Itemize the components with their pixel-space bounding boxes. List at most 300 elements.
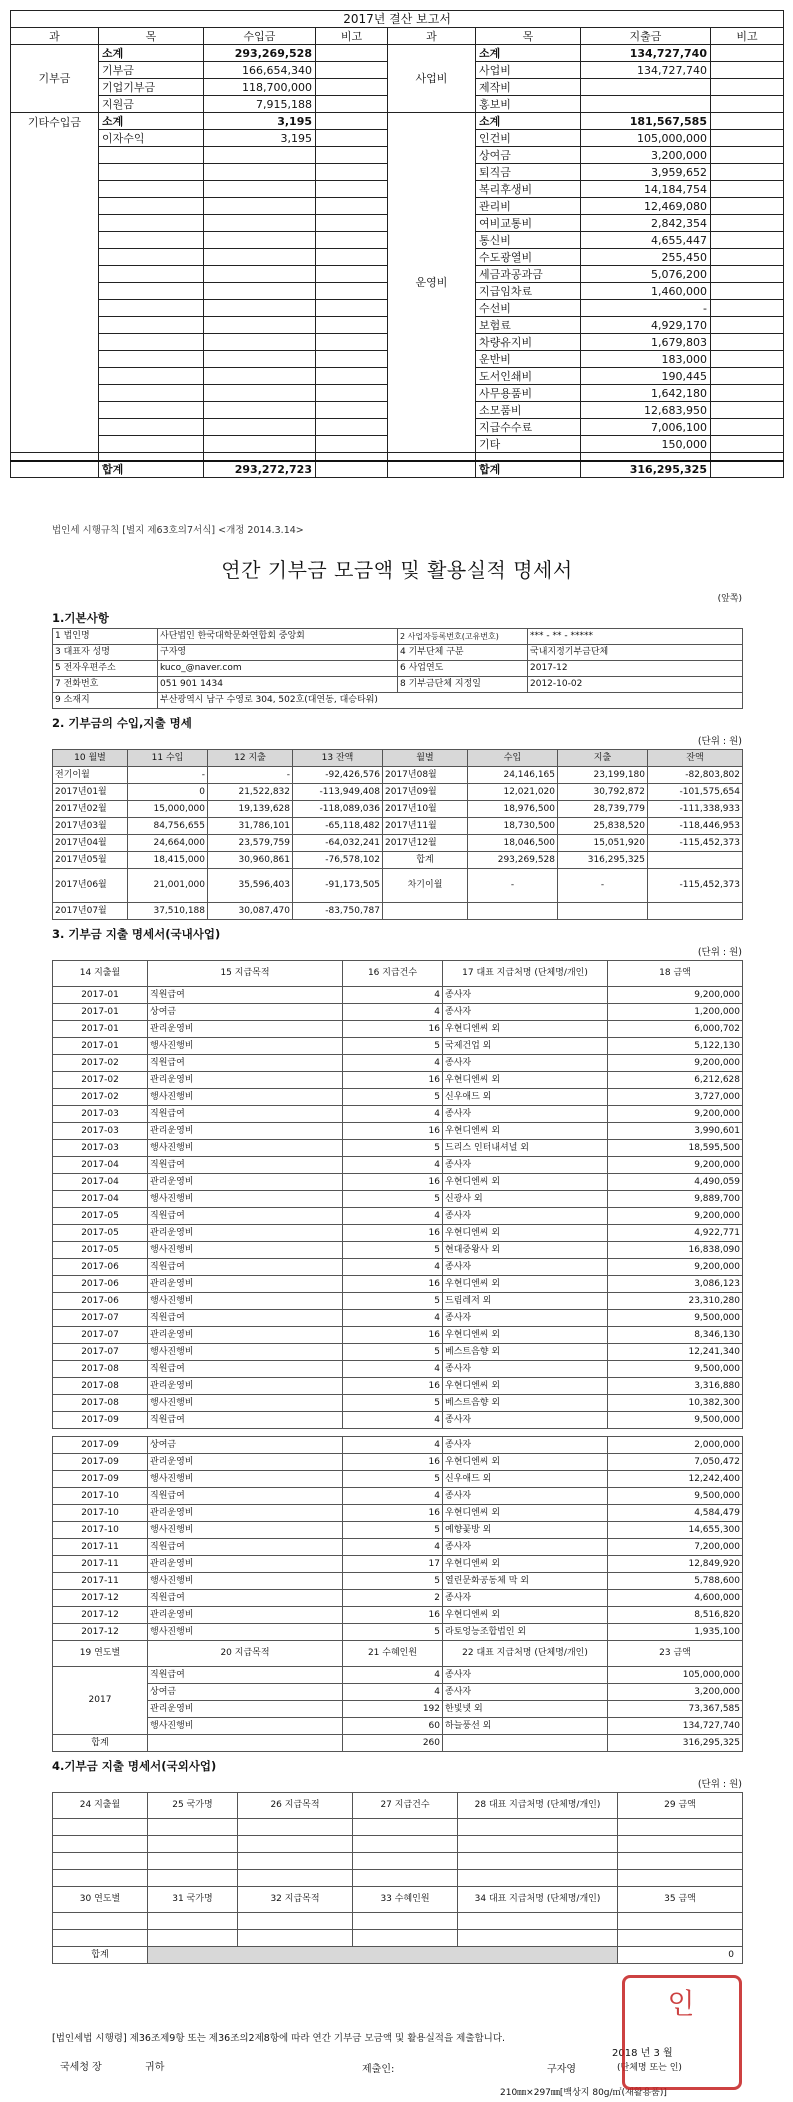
cell: -64,032,241 xyxy=(293,835,383,852)
cell: 5,788,600 xyxy=(608,1573,743,1590)
cell: 2017-01 xyxy=(53,1004,148,1021)
cell: 2017-12 xyxy=(528,661,743,677)
empty-cell xyxy=(99,300,204,317)
empty-cell xyxy=(99,351,204,368)
cell: 우현디엔씨 외 xyxy=(443,1607,608,1624)
empty-cell xyxy=(99,436,204,453)
cell: 2017-03 xyxy=(53,1123,148,1140)
cell: 행사진행비 xyxy=(148,1293,343,1310)
cell: 16 xyxy=(343,1378,443,1395)
cell: 우현디엔씨 외 xyxy=(443,1225,608,1242)
empty-cell xyxy=(383,903,468,920)
empty-cell xyxy=(316,181,388,198)
monthly-row xyxy=(53,903,743,920)
cell: 제작비 xyxy=(476,79,581,96)
cell: -101,575,654 xyxy=(648,784,743,801)
address-value: 부산광역시 남구 수영로 304, 502호(대연동, 대승타워) xyxy=(158,693,743,709)
cell: 19,139,628 xyxy=(208,801,293,818)
cell: 기부금 xyxy=(99,62,204,79)
cell: 9,500,000 xyxy=(608,1361,743,1378)
cell: 국내지정기부금단체 xyxy=(528,645,743,661)
header-cell: 12 지출 xyxy=(208,750,293,767)
domestic-row xyxy=(53,1021,743,1038)
cell: 수도광열비 xyxy=(476,249,581,266)
cell: 1,642,180 xyxy=(581,385,711,402)
header-cell: 28 대표 지급처명 (단체명/개인) xyxy=(458,1793,618,1819)
domestic-row xyxy=(53,1327,743,1344)
summary-year: 2017 xyxy=(53,1667,148,1735)
empty-cell xyxy=(711,62,784,79)
domestic-row xyxy=(53,1055,743,1072)
cell: 24,146,165 xyxy=(468,767,558,784)
footer-honorific: 귀하 xyxy=(145,2062,165,2073)
empty-cell xyxy=(99,147,204,164)
section-basic-title: 1.기본사항 xyxy=(52,611,109,625)
empty-cell xyxy=(204,385,316,402)
cell: 105,000,000 xyxy=(581,130,711,147)
cell: 2017-06 xyxy=(53,1276,148,1293)
cell: 인건비 xyxy=(476,130,581,147)
domestic-row xyxy=(53,1607,743,1624)
cell: 관리비 xyxy=(476,198,581,215)
cell: 2017-01 xyxy=(53,987,148,1004)
cell: 0 xyxy=(618,1947,743,1964)
cell: 28,739,779 xyxy=(558,801,648,818)
footer-sign-note: (단체명 또는 인) xyxy=(617,2063,682,2073)
monthly-table xyxy=(52,749,743,920)
domestic-row xyxy=(53,1573,743,1590)
empty-cell xyxy=(204,368,316,385)
domestic-row xyxy=(53,1004,743,1021)
address-label: 9 소재지 xyxy=(53,693,158,709)
address-row xyxy=(53,693,743,709)
header-cell: 과 xyxy=(11,28,99,45)
side-note: (앞쪽) xyxy=(717,594,742,604)
empty-cell xyxy=(204,266,316,283)
cell: - xyxy=(558,869,648,903)
cell: 2017-07 xyxy=(53,1327,148,1344)
header-cell: 14 지출월 xyxy=(53,961,148,987)
cell: 사업비 xyxy=(476,62,581,79)
cell: 수선비 xyxy=(476,300,581,317)
header-cell: 27 지급건수 xyxy=(353,1793,458,1819)
cell: 직원급여 xyxy=(148,1488,343,1505)
empty-cell xyxy=(316,130,388,147)
report-row xyxy=(11,113,784,130)
domestic-row xyxy=(53,987,743,1004)
form-title: 연간 기부금 모금액 및 활용실적 명세서 xyxy=(221,558,573,582)
empty-cell xyxy=(711,300,784,317)
cell: 5 전자우편주소 xyxy=(53,661,158,677)
empty-cell xyxy=(204,317,316,334)
report-header-row xyxy=(11,28,784,45)
cell: 8,516,820 xyxy=(608,1607,743,1624)
cell: 관리운영비 xyxy=(148,1454,343,1471)
empty-cell xyxy=(711,385,784,402)
cell: 4,929,170 xyxy=(581,317,711,334)
cell: 종사자 xyxy=(443,1259,608,1276)
cell: 166,654,340 xyxy=(204,62,316,79)
cell: 2017-02 xyxy=(53,1089,148,1106)
summary-row xyxy=(53,1684,743,1701)
official-seal-stamp xyxy=(622,1975,742,2090)
empty-cell xyxy=(99,368,204,385)
footer-recipient-org: 국세청 xyxy=(60,2062,89,2073)
cell: 신우애드 외 xyxy=(443,1471,608,1488)
cell: 4 xyxy=(343,987,443,1004)
domestic-row xyxy=(53,1437,743,1454)
empty-cell xyxy=(316,283,388,300)
empty-cell xyxy=(711,402,784,419)
domestic-row xyxy=(53,1140,743,1157)
empty-cell xyxy=(99,419,204,436)
header-cell: 17 대표 지급처명 (단체명/개인) xyxy=(443,961,608,987)
cell: 합계 xyxy=(53,1735,148,1752)
cell: 관리운영비 xyxy=(148,1123,343,1140)
cell: 종사자 xyxy=(443,1208,608,1225)
spacer-row xyxy=(11,453,784,461)
cell: 18,595,500 xyxy=(608,1140,743,1157)
cell: 이자수익 xyxy=(99,130,204,147)
cell: 9,889,700 xyxy=(608,1191,743,1208)
cell: 2017년11월 xyxy=(383,818,468,835)
cell: 293,272,723 xyxy=(204,461,316,478)
cell: 10,382,300 xyxy=(608,1395,743,1412)
cell: 2017-05 xyxy=(53,1225,148,1242)
empty-cell xyxy=(316,334,388,351)
cell: 복리후생비 xyxy=(476,181,581,198)
cell: 16 xyxy=(343,1174,443,1191)
cell: 직원급여 xyxy=(148,1539,343,1556)
cell: 행사진행비 xyxy=(148,1089,343,1106)
cell: 4,922,771 xyxy=(608,1225,743,1242)
report-row xyxy=(11,45,784,62)
empty-cell xyxy=(711,368,784,385)
foreign-table xyxy=(52,1792,743,1964)
cell: 35,596,403 xyxy=(208,869,293,903)
foreign-header-row xyxy=(53,1793,743,1819)
footer-recipient-head: 장 xyxy=(92,2062,102,2073)
domestic-row xyxy=(53,1191,743,1208)
cell: 관리운영비 xyxy=(148,1327,343,1344)
cell: 4 xyxy=(343,1488,443,1505)
cell: 4 xyxy=(343,1412,443,1429)
header-cell: 비고 xyxy=(711,28,784,45)
cell: 9,200,000 xyxy=(608,1106,743,1123)
cell: 4 xyxy=(343,1539,443,1556)
cell: 4 xyxy=(343,1259,443,1276)
domestic-row xyxy=(53,1242,743,1259)
foreign-total-row xyxy=(53,1947,743,1964)
cell: 316,295,325 xyxy=(558,852,648,869)
cell: 2 사업자등록번호(고유번호) xyxy=(398,629,528,645)
cell: 직원급여 xyxy=(148,1310,343,1327)
header-cell: 35 금액 xyxy=(618,1887,743,1913)
basic-row xyxy=(53,661,743,677)
cell: 30,792,872 xyxy=(558,784,648,801)
cell: 12,242,400 xyxy=(608,1471,743,1488)
cell: 2017-09 xyxy=(53,1471,148,1488)
header-cell: 23 금액 xyxy=(608,1641,743,1667)
domestic-row xyxy=(53,1471,743,1488)
cell: 사단법인 한국대학문화연합회 중앙회 xyxy=(158,629,398,645)
cell: 12,469,080 xyxy=(581,198,711,215)
domestic-row xyxy=(53,1225,743,1242)
foreign-header-row-2 xyxy=(53,1887,743,1913)
cell: 차량유지비 xyxy=(476,334,581,351)
cell: 2017-07 xyxy=(53,1310,148,1327)
cell: 직원급여 xyxy=(148,1157,343,1174)
cell: 직원급여 xyxy=(148,1106,343,1123)
income-group: 기타수입금 xyxy=(11,113,99,453)
cell: 5 xyxy=(343,1624,443,1641)
empty-cell xyxy=(711,198,784,215)
cell: 7,050,472 xyxy=(608,1454,743,1471)
header-cell: 잔액 xyxy=(648,750,743,767)
empty-cell xyxy=(316,300,388,317)
cell: 2017-04 xyxy=(53,1174,148,1191)
monthly-row xyxy=(53,801,743,818)
cell: 23,199,180 xyxy=(558,767,648,784)
empty-cell xyxy=(204,181,316,198)
cell: 1,679,803 xyxy=(581,334,711,351)
cell: 우현디엔씨 외 xyxy=(443,1072,608,1089)
cell: 2017-09 xyxy=(53,1454,148,1471)
cell: 2017-10 xyxy=(53,1522,148,1539)
cell: 지급수수료 xyxy=(476,419,581,436)
domestic-row xyxy=(53,1072,743,1089)
domestic-row xyxy=(53,1293,743,1310)
summary-row xyxy=(53,1701,743,1718)
cell: 2017년12월 xyxy=(383,835,468,852)
cell: 관리운영비 xyxy=(148,1276,343,1293)
cell: 2017-08 xyxy=(53,1361,148,1378)
cell: 0 xyxy=(128,784,208,801)
cell: 7,200,000 xyxy=(608,1539,743,1556)
cell: 4 xyxy=(343,1361,443,1378)
cell: 직원급여 xyxy=(148,987,343,1004)
cell: 직원급여 xyxy=(148,1412,343,1429)
cell: 16,838,090 xyxy=(608,1242,743,1259)
cell: 4 xyxy=(343,1684,443,1701)
domestic-header-row xyxy=(53,961,743,987)
unit-label: (단위 : 원) xyxy=(697,736,742,747)
cell: -118,089,036 xyxy=(293,801,383,818)
cell: 2017-06 xyxy=(53,1259,148,1276)
cell: 5 xyxy=(343,1191,443,1208)
empty-cell xyxy=(204,198,316,215)
cell: 종사자 xyxy=(443,1361,608,1378)
cell: 우현디엔씨 외 xyxy=(443,1021,608,1038)
basic-info-table xyxy=(52,628,743,709)
footer-date: 2018 년 3 월 xyxy=(612,2048,673,2059)
cell: 3,990,601 xyxy=(608,1123,743,1140)
cell: 051 901 1434 xyxy=(158,677,398,693)
monthly-row xyxy=(53,818,743,835)
cell: 4 xyxy=(343,1208,443,1225)
cell: 134,727,740 xyxy=(608,1718,743,1735)
law-reference: 법인세 시행규칙 [별지 제63호의7서식] <개정 2014.3.14> xyxy=(52,525,304,536)
cell: 소계 xyxy=(476,45,581,62)
empty-cell xyxy=(316,266,388,283)
header-cell: 31 국가명 xyxy=(148,1887,238,1913)
domestic-row xyxy=(53,1522,743,1539)
spacer-row xyxy=(53,1429,743,1437)
empty-cell xyxy=(204,436,316,453)
cell: 183,000 xyxy=(581,351,711,368)
cell: 12,021,020 xyxy=(468,784,558,801)
cell: 2017-01 xyxy=(53,1038,148,1055)
empty-cell xyxy=(711,419,784,436)
cell: 행사진행비 xyxy=(148,1344,343,1361)
cell: 18,046,500 xyxy=(468,835,558,852)
header-cell: 월별 xyxy=(383,750,468,767)
empty-cell xyxy=(204,402,316,419)
cell: 드리스 인터내셔널 외 xyxy=(443,1140,608,1157)
monthly-row xyxy=(53,835,743,852)
cell: - xyxy=(581,300,711,317)
cell: 9,200,000 xyxy=(608,1055,743,1072)
cell: 종사자 xyxy=(443,1055,608,1072)
cell: 행사진행비 xyxy=(148,1140,343,1157)
cell: 2017년07월 xyxy=(53,903,128,920)
cell: -115,452,373 xyxy=(648,869,743,903)
cell: 21,522,832 xyxy=(208,784,293,801)
cell: 9,500,000 xyxy=(608,1310,743,1327)
empty-cell xyxy=(316,79,388,96)
cell: 2017년03월 xyxy=(53,818,128,835)
cell: 우현디엔씨 외 xyxy=(443,1174,608,1191)
empty-cell xyxy=(711,96,784,113)
cell: - xyxy=(468,869,558,903)
domestic-row xyxy=(53,1395,743,1412)
foreign-empty-row xyxy=(53,1930,743,1947)
cell: 행사진행비 xyxy=(148,1522,343,1539)
monthly-row xyxy=(53,784,743,801)
cell: 우현디엔씨 외 xyxy=(443,1378,608,1395)
header-cell: 10 월별 xyxy=(53,750,128,767)
cell: 37,510,188 xyxy=(128,903,208,920)
cell: 직원급여 xyxy=(148,1590,343,1607)
cell: 2017-09 xyxy=(53,1437,148,1454)
cell: 행사진행비 xyxy=(148,1573,343,1590)
empty-cell xyxy=(711,147,784,164)
header-cell: 과 xyxy=(388,28,476,45)
cell: 5 xyxy=(343,1140,443,1157)
cell: kuco_@naver.com xyxy=(158,661,398,677)
cell: 관리운영비 xyxy=(148,1021,343,1038)
cell: - xyxy=(208,767,293,784)
cell: 3,200,000 xyxy=(581,147,711,164)
cell: 종사자 xyxy=(443,1488,608,1505)
domestic-row xyxy=(53,1361,743,1378)
cell: 16 xyxy=(343,1505,443,1522)
cell: 5,076,200 xyxy=(581,266,711,283)
cell: 293,269,528 xyxy=(204,45,316,62)
cell: 3,086,123 xyxy=(608,1276,743,1293)
empty-cell xyxy=(316,249,388,266)
cell: 우현디엔씨 외 xyxy=(443,1123,608,1140)
empty-cell xyxy=(204,300,316,317)
cell: 상여금 xyxy=(148,1004,343,1021)
cell: 2017-05 xyxy=(53,1242,148,1259)
seal-text: 인 xyxy=(667,1987,697,2020)
empty-cell xyxy=(711,215,784,232)
cell: 3,195 xyxy=(204,113,316,130)
empty-cell xyxy=(316,215,388,232)
header-cell: 34 대표 지급처명 (단체명/개인) xyxy=(458,1887,618,1913)
cell: 316,295,325 xyxy=(608,1735,743,1752)
header-cell: 25 국가명 xyxy=(148,1793,238,1819)
cell: 1 법인명 xyxy=(53,629,158,645)
domestic-row xyxy=(53,1505,743,1522)
empty-cell xyxy=(316,96,388,113)
cell: 신우애드 외 xyxy=(443,1089,608,1106)
cell xyxy=(581,96,711,113)
cell: 세금과공과금 xyxy=(476,266,581,283)
cell: 105,000,000 xyxy=(608,1667,743,1684)
cell: 우현디엔씨 외 xyxy=(443,1327,608,1344)
cell: 190,445 xyxy=(581,368,711,385)
cell: -83,750,787 xyxy=(293,903,383,920)
empty-cell xyxy=(204,334,316,351)
domestic-row xyxy=(53,1106,743,1123)
header-cell: 16 지급건수 xyxy=(343,961,443,987)
cell: 4,600,000 xyxy=(608,1590,743,1607)
cell: 행사진행비 xyxy=(148,1471,343,1488)
cell: 12,241,340 xyxy=(608,1344,743,1361)
cell: -65,118,482 xyxy=(293,818,383,835)
cell: 16 xyxy=(343,1072,443,1089)
summary-total-row xyxy=(53,1735,743,1752)
foreign-empty-row xyxy=(53,1853,743,1870)
cell: 18,415,000 xyxy=(128,852,208,869)
cell: 2017-08 xyxy=(53,1395,148,1412)
empty-cell xyxy=(316,385,388,402)
cell: 7 전화번호 xyxy=(53,677,158,693)
cell: 84,756,655 xyxy=(128,818,208,835)
cell: 2017-05 xyxy=(53,1208,148,1225)
empty-cell xyxy=(316,368,388,385)
cell: 4,655,447 xyxy=(581,232,711,249)
cell: 192 xyxy=(343,1701,443,1718)
cell: 드림레저 외 xyxy=(443,1293,608,1310)
header-cell: 33 수혜인원 xyxy=(353,1887,458,1913)
cell: 합계 xyxy=(383,852,468,869)
empty-cell xyxy=(204,215,316,232)
cell: 상여금 xyxy=(476,147,581,164)
cell: 25,838,520 xyxy=(558,818,648,835)
foreign-empty-row xyxy=(53,1913,743,1930)
header-cell: 22 대표 지급처명 (단체명/개인) xyxy=(443,1641,608,1667)
cell: 18,976,500 xyxy=(468,801,558,818)
expense-group: 사업비 xyxy=(388,45,476,113)
header-cell: 지출 xyxy=(558,750,648,767)
cell: -76,578,102 xyxy=(293,852,383,869)
cell: 16 xyxy=(343,1276,443,1293)
empty-cell xyxy=(711,45,784,62)
expense-group: 운영비 xyxy=(388,113,476,453)
summary-header-row xyxy=(53,1641,743,1667)
empty-cell xyxy=(316,419,388,436)
cell: 홍보비 xyxy=(476,96,581,113)
empty-cell xyxy=(711,436,784,453)
domestic-row xyxy=(53,1624,743,1641)
cell: 5 xyxy=(343,1089,443,1106)
cell: 3,200,000 xyxy=(608,1684,743,1701)
section-income-expense-title: 2. 기부금의 수입,지출 명세 xyxy=(52,716,192,730)
cell: *** - ** - ***** xyxy=(528,629,743,645)
